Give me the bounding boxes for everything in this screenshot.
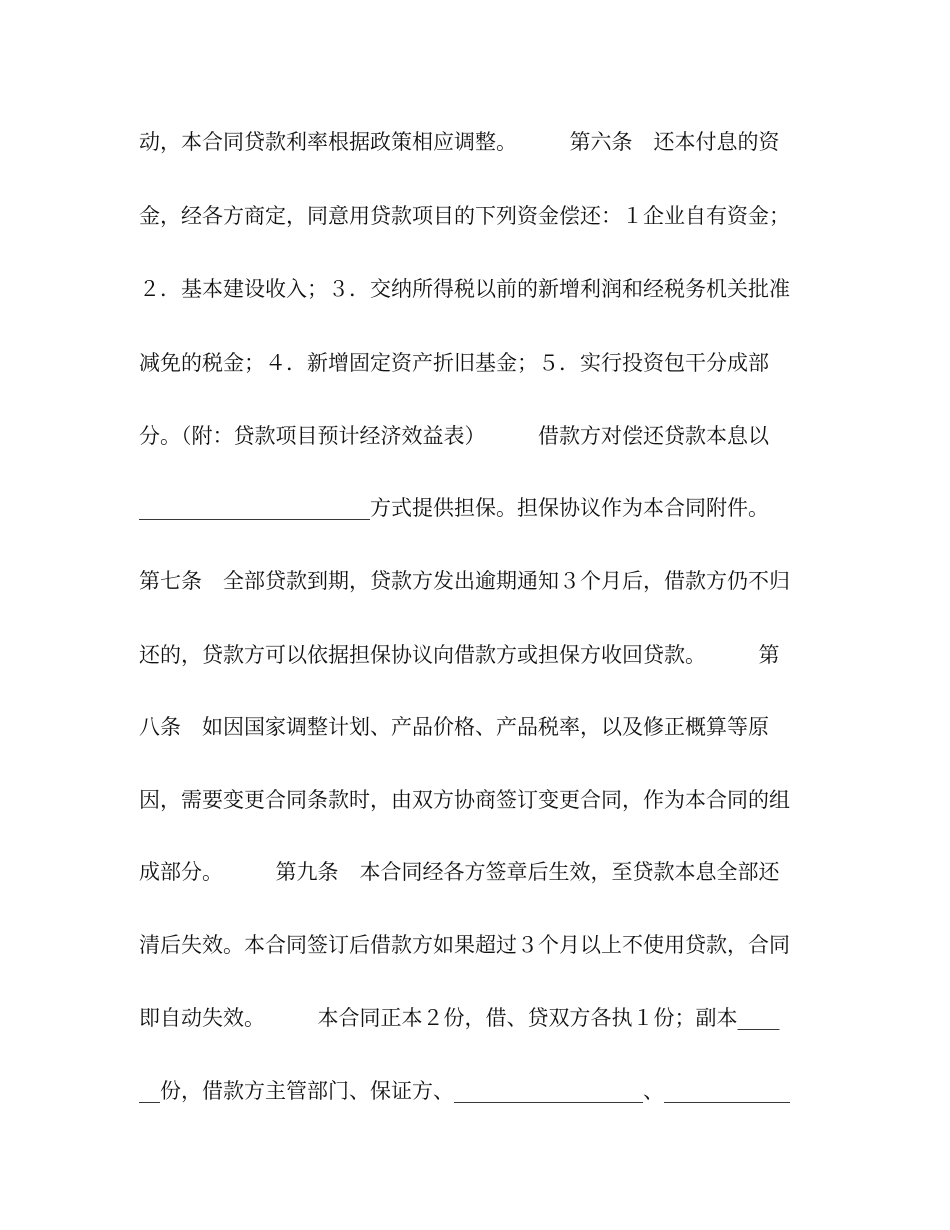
contract-text-line-10: 因，需要变更合同条款时，由双方协商签订变更合同，作为本合同的组	[139, 788, 790, 812]
contract-text-line-6: ______________________方式提供担保。担保协议作为本合同附件。	[139, 496, 769, 520]
contract-text-line-5: 分。（附：贷款项目预计经济效益表） 借款方对偿还贷款本息以	[139, 424, 769, 448]
contract-text-line-3: ２．基本建设收入；３．交纳所得税以前的新增利润和经税务机关批准	[139, 277, 790, 301]
contract-text-line-13: 即自动失效。 本合同正本２份，借、贷双方各执１份；副本____	[139, 1006, 780, 1030]
contract-text-line-14: __份，借款方主管部门、保证方、__________________、____________	[139, 1079, 790, 1103]
contract-text-line-12: 清后失效。本合同签订后借款方如果超过３个月以上不使用贷款，合同	[139, 933, 790, 957]
contract-text-line-4: 减免的税金；４．新增固定资产折旧基金；５．实行投资包干分成部	[139, 351, 769, 375]
contract-text-line-11: 成部分。 第九条 本合同经各方签章后生效，至贷款本息全部还	[139, 860, 780, 884]
contract-text-line-7: 第七条 全部贷款到期，贷款方发出逾期通知３个月后，借款方仍不归	[139, 569, 790, 593]
contract-text-line-1: 动，本合同贷款利率根据政策相应调整。 第六条 还本付息的资	[139, 130, 780, 154]
contract-text-line-9: 八条 如因国家调整计划、产品价格、产品税率，以及修正概算等原	[139, 715, 769, 739]
contract-text-line-2: 金，经各方商定，同意用贷款项目的下列资金偿还：１企业自有资金；	[139, 204, 790, 228]
contract-text-line-8: 还的，贷款方可以依据担保协议向借款方或担保方收回贷款。 第	[139, 643, 780, 667]
